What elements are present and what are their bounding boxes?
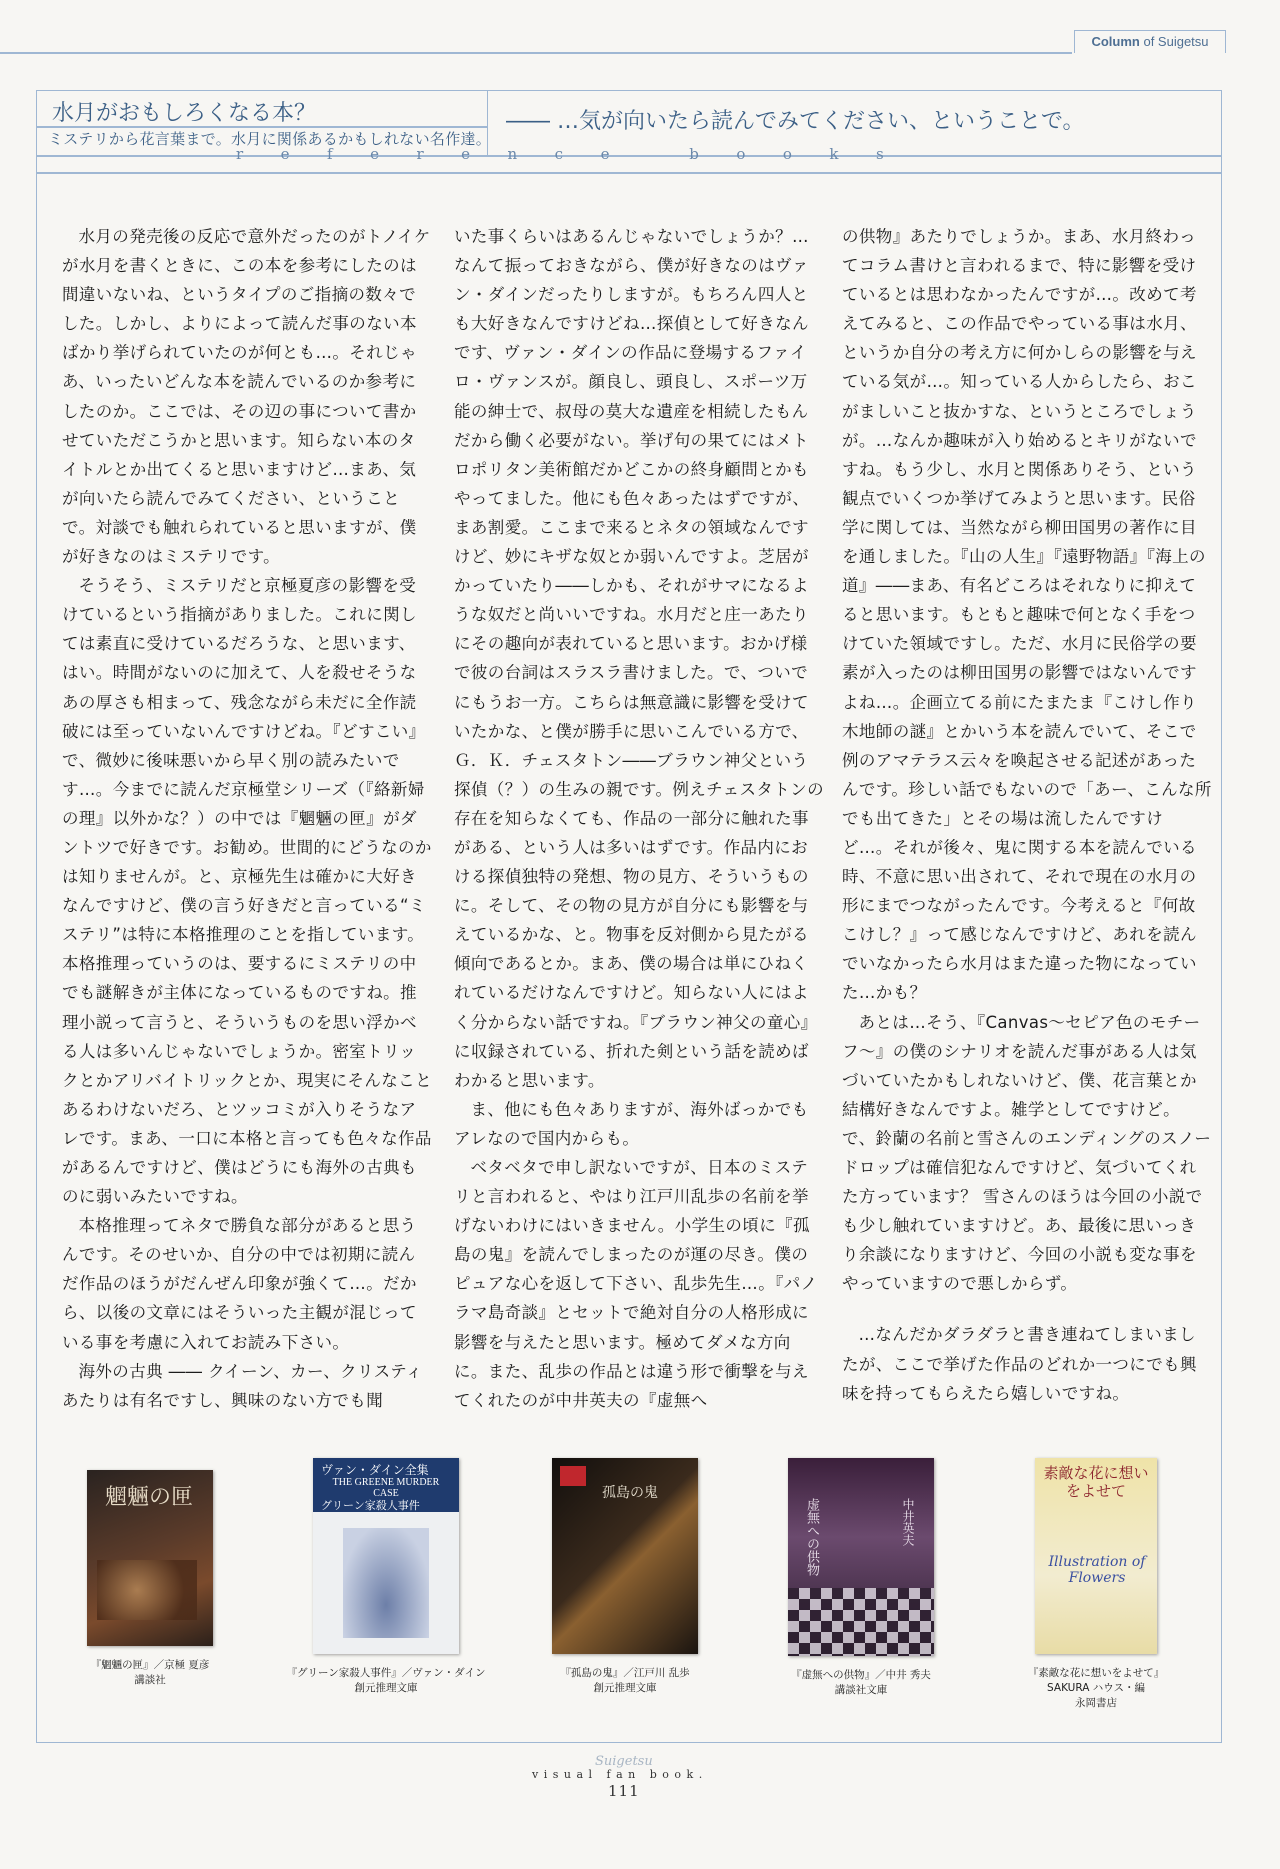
book-item	[525, 1458, 725, 1696]
book-caption	[50, 1658, 250, 1688]
cover-title: 素敵な花に想いをよせて	[1043, 1464, 1149, 1500]
reference-books-label: reference books	[236, 145, 922, 163]
top-rule	[0, 52, 1072, 54]
paragraph: いた事くらいはあるんじゃないでしょうか？…なんて振っておきながら、僕が好きなのはヴァン・ダインだったりしますが。もちろん四人とも大好きなんですけどね…探偵として好きなんです、ヴァン・ダインの作品に登場するファイロ・ヴァンスが。顔良し、頭良し、スポーツ万能の紳士で、叔母の莫大な遺産を相続したもんだから働く必要がない。挙げ句の果てにはメトロポリタン美術館だかどこかの終身顧問とかもやってました。他にも色々あったはずですが、まあ割愛。ここまで来るとネタの領域なんですけど、妙にキザな奴とか弱いんですよ。芝居がかっていたり――しかも、それがサマになるような奴だと尚いいですね。水月だと庄一あたりにその趣向が表れていると思います。おかげ様で彼の台詞はスラスラ書けました。で、ついでにもうお一方。こちらは無意識に影響を受けていたかな、と僕が勝手に思いこんでいる方で、Ｇ．Ｋ．チェスタトン――ブラウン神父という探偵（？）の生みの親です。例えチェスタトンの存在を知らなくても、作品の一部分に触れた事がある、という人は多いはずです。作品内における探偵独特の発想、物の見方、そういうものに。そして、その物の見方が自分にも影響を与えているかな、と。物事を反対側から見たがる傾向であるとか。まあ、僕の場合は単にひねくれているだけなんですけど。知らない人にはよく分からない話ですね。『ブラウン神父の童心』に収録されている、折れた剣という話を読めばわかると思います。	[454, 227, 824, 1090]
book-caption	[996, 1666, 1196, 1711]
cover-art	[343, 1528, 429, 1638]
book-cover-flowers	[1035, 1458, 1157, 1654]
book-caption	[525, 1666, 725, 1696]
header-bottom-rule	[36, 172, 1222, 174]
page-subtitle: ミステリから花言葉まで。水月に関係あるかもしれない名作達。	[48, 130, 492, 148]
caption-line: 創元推理文庫	[593, 1682, 657, 1694]
cover-title-jp: グリーン家殺人事件	[321, 1499, 420, 1512]
book-cover-mouryou	[87, 1470, 213, 1646]
paragraph: の供物』あたりでしょうか。まあ、水月終わってコラム書けと言われるまで、特に影響を受けているとは思わなかったんですが…。改めて考えてみると、この作品でやっている事は水月、というか自分の考え方に何かしらの影響を与えている気が…。知っている人からしたら、おこがましいこと抜かすな、というところでしょうが。…なんか趣味が入り始めるとキリがないですね。もう少し、水月と関係ありそう、という観点でいくつか挙げてみようと思います。民俗学に関しては、当然ながら柳田国男の著作に目を通しました。『山の人生』『遠野物語』『海上の道』――まあ、有名どころはそれなりに抑えてると思います。もともと趣味で何となく手をつけていた領域ですし。ただ、水月に民俗学の要素が入ったのは柳田国男の影響ではないんですよね…。企画立てる前にたまたま『こけし作り木地師の謎』とかいう本を読んでいて、そこで例のアマテラス云々を喚起させる記述があったんです。珍しい話でもないので「あー、こんな所でも出てきた」とその場は流したんですけど…。それが後々、鬼に関する本を読んでいる時、不意に思い出されて、それで現在の水月の形にまでつながったんです。今考えると『何故こけし？』って感じなんですけど、あれを読んでいなかったら水月はまた違った物になっていた…かも？	[842, 227, 1212, 1003]
cover-art	[97, 1560, 197, 1620]
footer-logo: Suigetsu	[595, 1754, 653, 1769]
paragraph: そうそう、ミステリだと京極夏彦の影響を受けているという指摘がありました。これに関しては素直に受けているだろうな、と思います、はい。時間がないのに加えて、人を殺せそうなあの厚さも相まって、残念ながら未だに全作読破には至っていないんですけどね。『どすこい』で、微妙に後味悪いから早く別の読みたいです…。今までに読んだ京極堂シリーズ（『絡新婦の理』以外かな？）の中では『魍魎の匣』がダントツで好きです。お勧め。世間的にどうなのかは知りませんが。と、京極先生は確かに大好きなんですけど、僕の言う好きだと言っている“ミステリ”は特に本格推理のことを指しています。本格推理っていうのは、要するにミステリの中でも謎解きが主体になっているものですね。推理小説って言うと、そういうものを思い浮かべる人は多いんじゃないでしょうか。密室トリックとかアリバイトリックとか、現実にそんなことあるわけないだろ、とツッコミが入りそうなアレです。まあ、一口に本格と言っても色々な作品があるんですけど、僕はどうにも海外の古典ものに弱いみたいですね。	[62, 576, 432, 1207]
book-cover-kyomu	[788, 1458, 934, 1656]
cover-checker	[788, 1588, 934, 1656]
cover-author: 中井英夫	[901, 1498, 915, 1546]
column-tag-bold: Column	[1091, 34, 1140, 49]
column-tag	[1074, 30, 1226, 53]
text-column-3	[842, 222, 1212, 1408]
caption-line: 創元推理文庫	[354, 1682, 418, 1694]
caption-line: 『虚無への供物』／中井 秀夫	[791, 1669, 931, 1681]
book-cover-kotou	[552, 1458, 698, 1654]
paragraph: 海外の古典 ―― クイーン、カー、クリスティあたりは有名ですし、興味のない方でも聞	[62, 1361, 423, 1410]
book-item	[286, 1458, 486, 1696]
paragraph: …なんだかダラダラと書き連ねてしまいましたが、ここで挙げた作品のどれか一つにでも興味を持ってもらえたら嬉しいですね。	[842, 1325, 1197, 1403]
page-title: 水月がおもしろくなる本？	[52, 101, 317, 126]
caption-line: 講談社	[134, 1674, 166, 1686]
paragraph: あとは…そう、『Canvas～セピア色のモチーフ～』の僕のシナリオを読んだ事がある人は気づいていたかもしれないけど、僕、花言葉とか結構好きなんですよ。雑学としてですけど。で、鈴蘭の名前と雪さんのエンディングのスノードロップは確信犯なんですけど、気づいてくれた方っています？ 雪さんのほうは今回の小説でも少し触れていますけど。あ、最後に思いっきり余談になりますけど、今回の小説も変な事をやっていますので悪しからず。	[842, 1012, 1212, 1294]
caption-line: 『孤島の鬼』／江戸川 乱歩	[560, 1667, 690, 1679]
footer-text: visual fan book.	[532, 1768, 708, 1781]
book-gallery	[36, 1458, 1222, 1728]
cover-title: 孤島の鬼	[602, 1485, 658, 1501]
book-caption	[286, 1666, 486, 1696]
cover-title-en: Illustration of Flowers	[1048, 1554, 1146, 1586]
cover-badge	[560, 1466, 586, 1486]
page-number: 111	[608, 1782, 640, 1800]
paragraph: 水月の発売後の反応で意外だったのがトノイケが水月を書くときに、この本を参考にしたのは間違いないね、というタイプのご指摘の数々でした。しかし、よりによって読んだ事のない本ばかり挙げられていたのが何とも…。それじゃあ、いったいどんな本を読んでいるのか参考にしたのか。ここでは、その辺の事について書かせていただこうかと思います。知らない本のタイトルとか出てくると思いますけど…まあ、気が向いたら読んでみてください、ということで。対談でも触れられていると思いますが、僕が好きなのはミステリです。	[62, 227, 431, 567]
caption-line: 講談社文庫	[834, 1684, 888, 1696]
page-tagline: ―― …気が向いたら読んでみてください、ということで。	[506, 109, 1085, 134]
paragraph: ベタベタで申し訳ないですが、日本のミステリと言われると、やはり江戸川乱歩の名前を挙げないわけにはいきません。小学生の頃に『孤島の鬼』を読んでしまったのが運の尽き。僕のピュアな心を返して下さい、乱歩先生…。『パノラマ島奇談』とセットで絶対自分の人格形成に影響を与えたと思います。極めてダメな方向に。また、乱歩の作品とは違う形で衝撃を与えてくれたのが中井英夫の『虚無へ	[454, 1158, 818, 1410]
caption-line: 『魍魎の匣』／京極 夏彦	[90, 1659, 210, 1671]
text-column-1	[62, 222, 432, 1415]
book-item	[761, 1458, 961, 1698]
paragraph: 本格推理ってネタで勝負な部分があると思うんです。そのせいか、自分の中では初期に読んだ作品のほうがだんぜん印象が強くて…。だから、以後の文章にはそういった主観が混じっている事を考慮に入れてお読み下さい。	[62, 1216, 417, 1352]
cover-title: 魍魎の匣	[105, 1485, 194, 1510]
book-caption	[761, 1668, 961, 1698]
cover-series: ヴァン・ダイン全集	[321, 1463, 429, 1477]
text-column-2	[454, 222, 824, 1415]
caption-line: 『グリーン家殺人事件』／ヴァン・ダイン	[286, 1667, 486, 1679]
caption-line: 永岡書店	[1075, 1697, 1117, 1709]
caption-line: 『素敵な花に想いをよせて』	[1027, 1667, 1165, 1679]
book-item	[50, 1458, 250, 1688]
column-tag-rest: of Suigetsu	[1139, 34, 1209, 49]
paragraph: ま、他にも色々ありますが、海外ばっかでもアレなので国内からも。	[454, 1099, 809, 1148]
caption-line: SAKURA ハウス・編	[1047, 1682, 1145, 1694]
book-cover-greene	[313, 1458, 459, 1654]
book-item	[996, 1458, 1196, 1711]
cover-title: 虚無への供物	[804, 1498, 819, 1576]
cover-title-en: THE GREENE MURDER CASE	[332, 1477, 440, 1499]
